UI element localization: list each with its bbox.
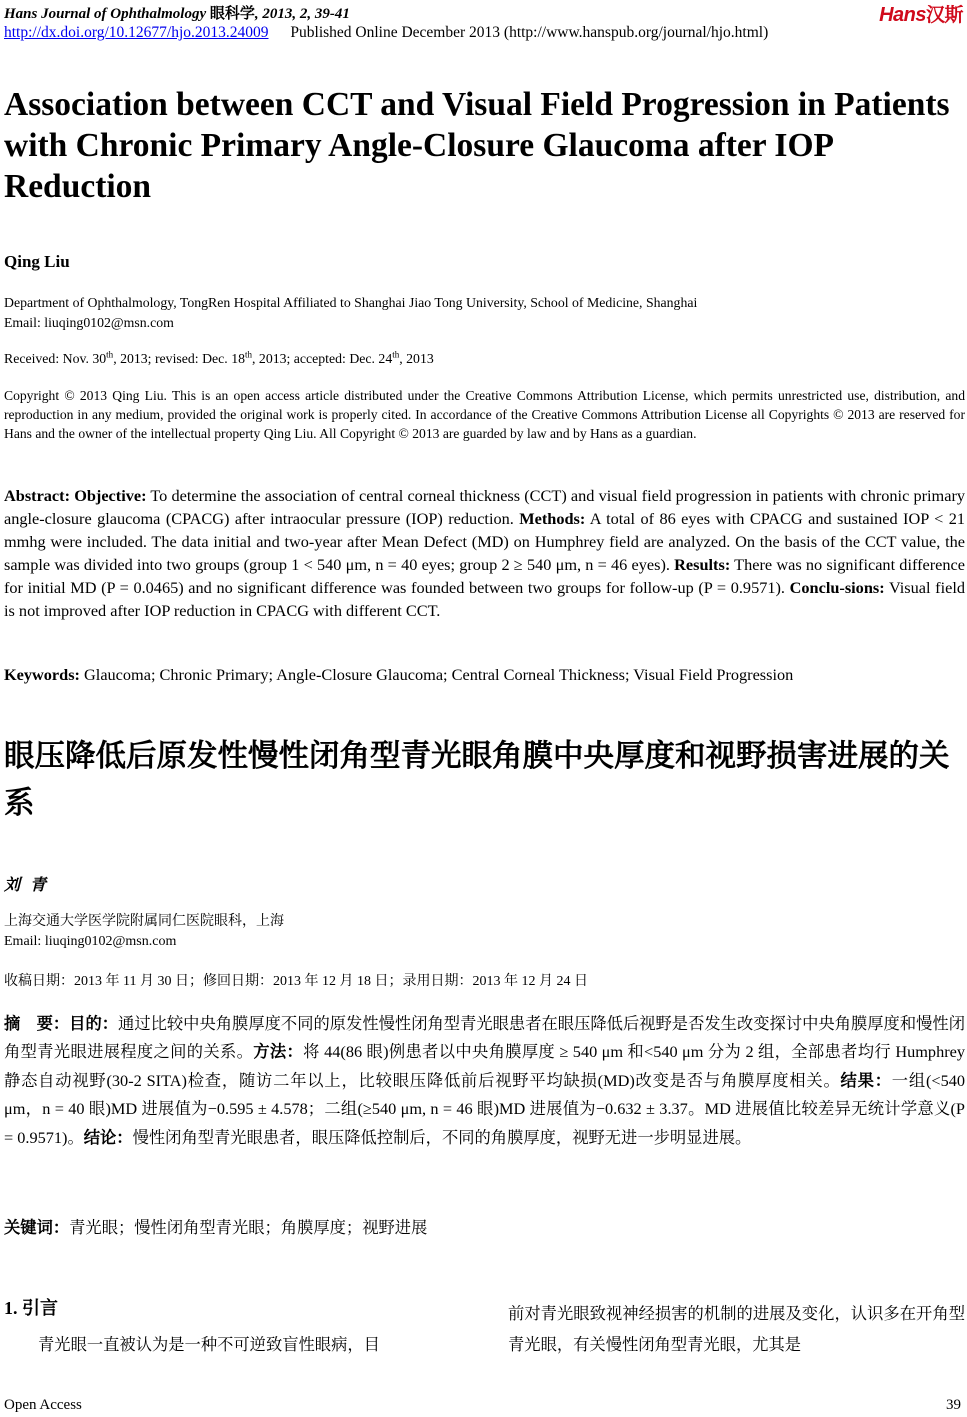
keywords-text: Glaucoma; Chronic Primary; Angle-Closure Glaucoma; Central Corneal Thickness; Visual Field Progression [79,665,794,684]
copyright-notice: Copyright © 2013 Qing Liu. This is an open access article distributed under the Creative Commons Attribution License, which permits unrestricted use, distribution, and reproduction in any medium, provided the original work is properly cited. In accordance of the Creative Commons Attribution License all Copyrights © 2013 are reserved for Hans and the owner of the intellectual property Qing Liu. All Copyright © 2013 are guarded by law and by Hans as a guardian. [4,388,965,441]
abstract-label: Abstract: [4,486,71,505]
keywords-cn-text: 青光眼；慢性闭角型青光眼；角膜厚度；视野进展 [69,1218,428,1237]
intro-right-column: 前对青光眼致视神经损害的机制的进展及变化，认识多在开角型青光眼，有关慢性闭角型青光眼，尤其是 [508,1304,965,1354]
objective-text: To determine the association of central corneal thickness (CCT) and visual field progression in patients with chronic primary angle-closure glaucoma (CPACG) after intraocular pressure (IOP) reduction. [4,486,966,528]
keywords-cn [4,1214,427,1238]
results-cn-text: 一组(<540 μm，n = 40 眼)MD 进展值为−0.595 ± 4.578；二组(≥540 μm, n = 46 眼)MD 进展值为−0.632 ± 3.37。MD 进展值比较差异无统计学意义(P = 0.9571)。 [4,1070,965,1147]
results-label: Results: [674,555,731,574]
keywords-en [4,663,965,686]
author-name-cn: 刘青 [4,877,57,894]
affiliation-block-cn [4,912,284,952]
open-access-label: Open Access [4,1397,82,1413]
author-email: Email: liuqing0102@msn.com [4,314,174,330]
keywords-cn-label: 关键词： [4,1218,70,1237]
article-title-en: Association between CCT and Visual Field Progression in Patients with Chronic Primary Angle-Closure Glaucoma after IOP Reduction [4,86,950,205]
conclusions-label: Conclu-sions: [789,578,885,597]
methods-label: Methods: [519,509,586,528]
affiliation: Department of Ophthalmology, TongRen Hospital Affiliated to Shanghai Jiao Tong University, School of Medicine, Shanghai [4,295,698,310]
journal-name-cn: 眼科学 [209,6,255,22]
published-online: Published Online December 2013 (http://www.hanspub.org/journal/hjo.html) [290,24,769,41]
section-title: 引言 [22,1298,58,1319]
conclusions-cn-text: 慢性闭角型青光眼患者，眼压降低控制后，不同的角膜厚度，视野无进一步明显进展。 [132,1127,752,1147]
objective-label: Objective: [74,486,147,505]
methods-text: A total of 86 eyes with CPACG and sustained IOP < 21 mmhg were included. The data initial and two-year after Mean Defect (MD) on Humphrey field are analyzed. On the basis of the CCT value, the sample was divided into two groups (group 1 < 540 μm, n = 40 eyes; group 2 ≥ 540 μm, n = 46 eyes). [4,509,965,574]
journal-volume: , 2013, 2, 39-41 [254,6,350,22]
methods-cn-label: 方法： [253,1042,304,1062]
article-title-cn: 眼压降低后原发性慢性闭角型青光眼角膜中央厚度和视野损害进展的关系 [4,739,950,821]
methods-cn-text: 将 44(86 眼)例患者以中央角膜厚度 ≥ 540 μm 和<540 μm 分为 2 组，全部患者均行 Humphrey 静态自动视野(30-2 SITA)检查，随访二年以上，比较眼压降低前后视野平均缺损(MD)改变是否与角膜厚度相关。 [4,1042,965,1090]
logo-text-cn: 汉斯 [925,5,963,26]
author-name: Qing Liu [4,252,70,271]
results-text: There was no significant difference for initial MD (P = 0.0465) and no significant difference was founded between two groups for follow-up (P = 0.9571). [4,555,965,597]
abstract-cn-label: 摘 要： [4,1014,70,1033]
keywords-label: Keywords: [4,665,80,684]
author-email-cn: Email: liuqing0102@msn.com [4,934,177,949]
doi-line [4,24,768,42]
conclusions-text: Visual field is not improved after IOP reduction in CPACG with different CCT. [4,578,965,620]
hans-logo [879,0,963,27]
results-cn-label: 结果： [840,1070,892,1090]
section-number: 1. [4,1298,18,1318]
journal-name: Hans Journal of Ophthalmology [4,6,207,22]
affiliation-cn: 上海交通大学医学院附属同仁医院眼科，上海 [4,914,284,929]
section-heading [4,1294,58,1320]
objective-cn-label: 目的： [69,1014,119,1033]
journal-header [4,2,350,23]
abstract-cn [4,1010,965,1152]
conclusions-cn-label: 结论： [83,1127,133,1147]
intro-left-column: 青光眼一直被认为是一种不可逆致盲性眼病，目 [38,1335,380,1354]
abstract-en [4,484,965,622]
received-dates: Received: Nov. 30th, 2013; revised: Dec. 18th, 2013; accepted: Dec. 24th, 2013 [4,349,434,366]
affiliation-block [4,293,964,332]
dates-cn: 收稿日期：2013 年 11 月 30 日；修回日期：2013 年 12 月 18 日；录用日期：2013 年 12 月 24 日 [4,974,588,989]
page-number: 39 [946,1397,961,1413]
doi-link[interactable]: http://dx.doi.org/10.12677/hjo.2013.24009 [4,24,269,41]
logo-text: Hans [879,4,926,26]
objective-cn-text: 通过比较中央角膜厚度不同的原发性慢性闭角型青光眼患者在眼压降低后视野是否发生改变探讨中央角膜厚度和慢性闭角型青光眼进展程度之间的关系。 [4,1014,965,1062]
